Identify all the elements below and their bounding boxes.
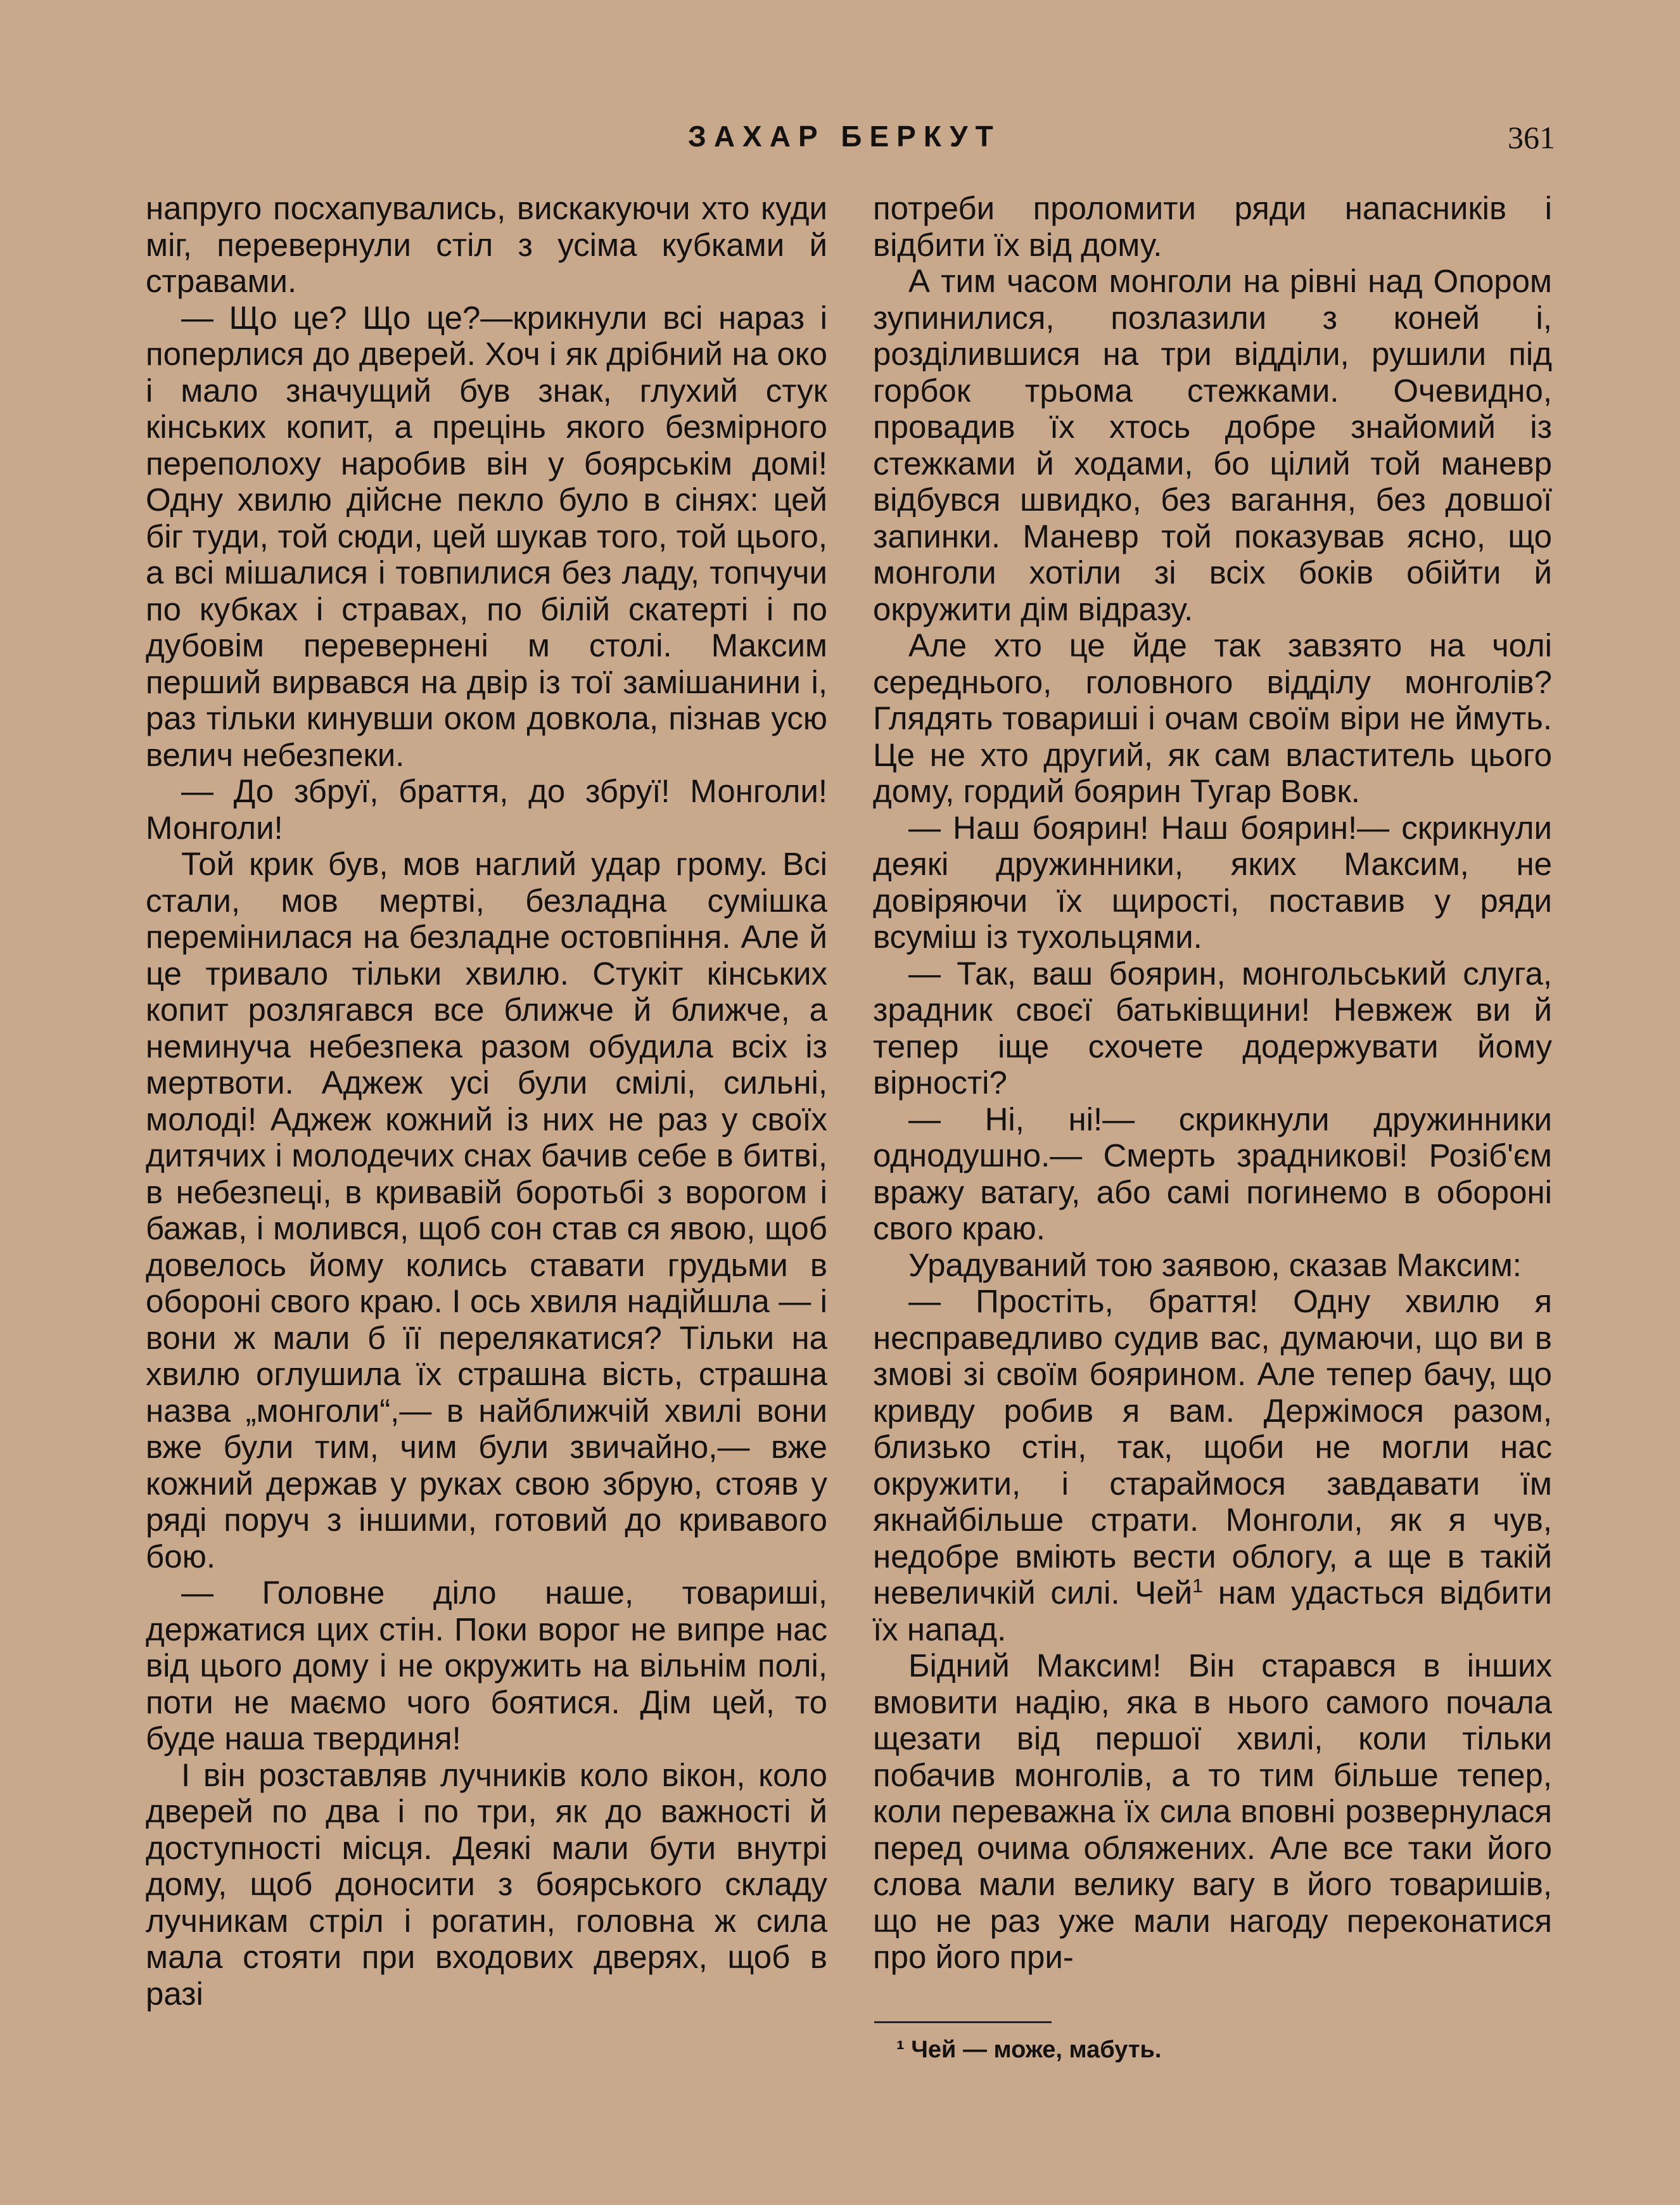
footnote-divider bbox=[874, 2021, 1052, 2023]
left-column bbox=[146, 190, 827, 2012]
footnote-marker: 1 bbox=[1192, 1575, 1204, 1597]
paragraph: Але хто це йде так завзято на чолі середнього, головного відділу монголів? Глядять товариші і очам своїм віри не ймуть. Це не хто другий, як сам властитель цього дому, гордий боярин Тугар Вовк. bbox=[873, 627, 1552, 809]
paragraph: Урадуваний тою заявою, сказав Максим: bbox=[908, 1246, 1522, 1283]
paragraph: Бідний Максим! Він старався в інших вмовити надію, яка в нього самого почала щезати від першої хвилі, коли тільки побачив монголів, а то тим більше тепер, коли переважна їх сила вповні розвернулася перед очима обляжених. Але все таки його слова мали велику вагу в його товаришів, що не раз уже мали нагоду переконатися про його при- bbox=[873, 1647, 1552, 1975]
paragraph-text: — Простіть, браття! Одну хвилю я несправедливо судив вас, думаючи, що ви в змові зі своїм боярином. Але тепер бачу, що кривду робив я вам. Держімося разом, близько стін, так, щоби не могли нас окружити, і стараймося завдавати їм якнайбільше страти. Монголи, як я чув, недобре вміють вести облогу, а ще в такій невеличкій силі. Чей bbox=[873, 1283, 1552, 1611]
paragraph: Той крик був, мов наглий удар грому. Всі стали, мов мертві, безладна сумішка перемінилася на безладне остовпіння. Але й це тривало тільки хвилю. Стукіт кінських копит розлягався все ближче й ближче, а неминуча небезпека разом обудила всіх із мертвоти. Аджеж усі були смілі, сильні, молоді! Аджеж кожний із них не раз у своїх дитячих і молодечих снах бачив себе в битві, в небезпеці, в кривавій боротьбі з ворогом і бажав, і молився, щоб сон став ся явою, щоб довелось йому колись ставати грудьми в обороні свого краю. І ось хвиля надійшла — і вони ж мали б її перелякатися? Тільки на хвилю оглушила їх страшна вість, страшна назва „монголи“,— в найближчій хвилі вони вже були тим, чим були звичайно,— вже кожний держав у руках свою збрую, стояв у ряді поруч з іншими, готовий до кривавого бою. bbox=[146, 846, 827, 1575]
paragraph bbox=[873, 1283, 1552, 1647]
paragraph: — Головне діло наше, товариші, держатися цих стін. Поки ворог не випре нас від цього дому і не окружить на вільнім полі, поти не маємо чого боятися. Дім цей, то буде наша твердиня! bbox=[146, 1575, 827, 1756]
paragraph: І він розставляв лучників коло вікон, коло дверей по два і по три, як до важності й доступності місця. Деякі мали бути внутрі дому, щоб доносити з боярського складу лучникам стріл і рогатин, головна ж сила мала стояти при входових дверях, щоб в разі bbox=[146, 1756, 827, 2012]
paragraph: — Ні, ні!— скрикнули дружинники однодушно.— Смерть зрадникові! Розіб'єм вражу ватагу, або самі погинемо в обороні свого краю. bbox=[873, 1101, 1552, 1246]
page-number: 361 bbox=[1508, 120, 1555, 155]
page-header bbox=[0, 119, 1680, 163]
footnote: ¹ Чей — може, мабуть. bbox=[896, 2036, 1162, 2063]
paragraph-text: нам удасться відбити їх напад. bbox=[873, 1575, 1552, 1647]
paragraph: — Так, ваш боярин, монгольський слуга, зрадник своєї батьківщини! Невжеж ви й тепер іще схочете додержувати йому вірності? bbox=[873, 955, 1552, 1101]
right-column bbox=[873, 190, 1552, 1976]
paragraph: А тим часом монголи на рівні над Опором зупинилися, позлазили з коней і, розділившися на три відділи, рушили під горбок трьома стежками. Очевидно, провадив їх хтось добре знайомий із стежками й ходами, бо цілий той маневр відбувся швидко, без вагання, без довшої запинки. Маневр той показував ясно, що монголи хотіли зі всіх боків обійти й окружити дім відразу. bbox=[873, 263, 1552, 627]
paragraph: — Наш боярин! Наш боярин!— скрикнули деякі дружинники, яких Максим, не довіряючи їх щирості, поставив у ряди всуміш із тухольцями. bbox=[873, 809, 1552, 955]
paragraph: — До збруї, браття, до збруї! Монголи! Монголи! bbox=[146, 773, 827, 846]
paragraph: — Що це? Що це?—крикнули всі нараз і поперлися до дверей. Хоч і як дрібний на око і мало значущий був знак, глухий стук кінських копит, а прецінь якого безмірного переполоху наробив він у боярськім домі! Одну хвилю дійсне пекло було в сінях: цей біг туди, той сюди, цей шукав того, той цього, а всі мішалися і товпилися без ладу, топчучи по кубках і стравах, по білій скатерті і по дубовім перевернені м столі. Максим перший вирвався на двір із тої замішанини і, раз тільки кинувши оком довкола, пізнав усю велич небезпеки. bbox=[146, 299, 827, 773]
running-title: ЗАХАР БЕРКУТ bbox=[688, 120, 1001, 153]
paragraph: потреби проломити ряди напасників і відбити їх від дому. bbox=[873, 190, 1552, 263]
paragraph: напруго посхапувались, вискакуючи хто куди міг, перевернули стіл з усіма кубками й стравами. bbox=[146, 190, 827, 299]
